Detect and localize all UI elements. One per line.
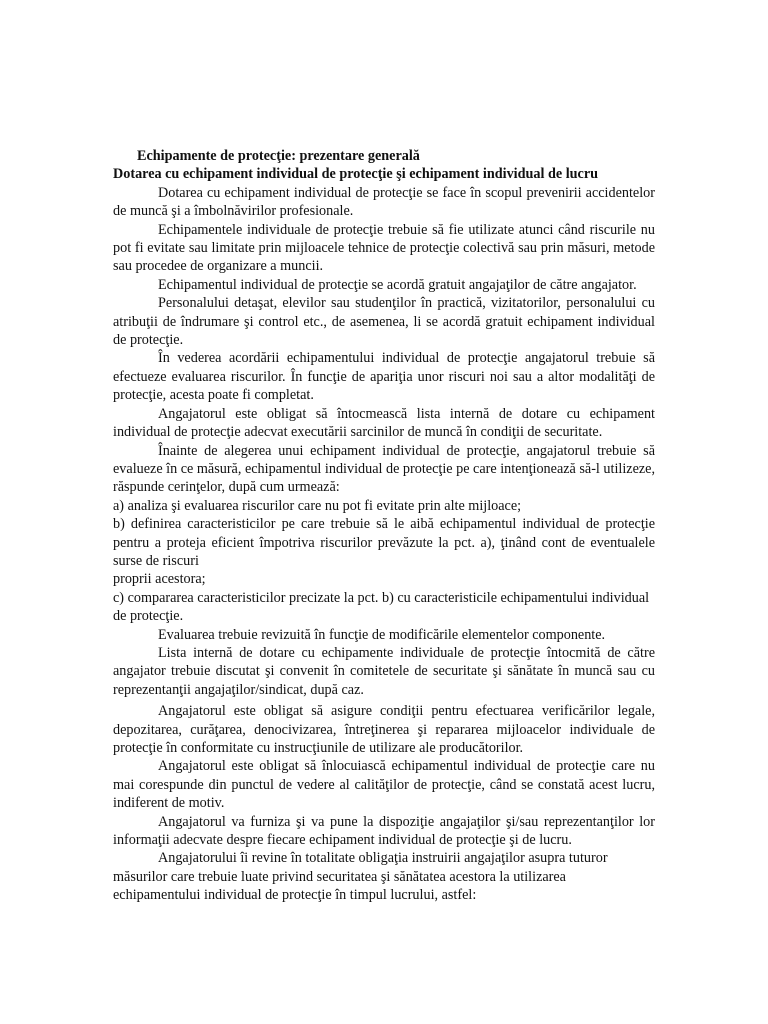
paragraph: Angajatorul este obligat să întocmească lista internă de dotare cu echipament individual de protecţie adecvat executării sarcinilor de muncă în condiţii de securitate. [113,405,655,441]
document-title: Echipamente de protecţie: prezentare generală [137,148,420,164]
paragraph: Echipamentul individual de protecţie se acordă gratuit angajaţilor de către angajator. [158,276,637,293]
paragraph: Înainte de alegerea unui echipament individual de protecţie, angajatorul trebuie să evalueze în ce măsură, echipamentul individual de protecţie pe care intenţionează să-l utilizeze, răspunde cerinţelor, după cum urmează: [113,442,656,496]
document-page [113,147,655,905]
paragraph: Angajatorul va furniza şi va pune la dispoziţie angajaţilor şi/sau reprezentanţilor lor informaţii adecvate despre fiecare echipament individual de protecţie şi de lucru. [113,813,655,849]
section-subtitle: Dotarea cu echipament individual de protecţie şi echipament individual de lucru [113,166,599,183]
paragraph: Angajatorul este obligat să asigure condiţii pentru efectuarea verificărilor legale, depozitarea, curăţarea, denocivizarea, întreţinerea şi repararea mijloacelor individuale de protecţie în conformitate cu instrucţiunile de utilizare ale producătorilor. [113,703,655,756]
list-item-a: a) analiza şi evaluarea riscurilor care nu pot fi evitate prin alte mijloace; [113,497,522,514]
paragraph: Evaluarea trebuie revizuită în funcţie de modificările elementelor componente. [158,626,606,643]
paragraph: În vederea acordării echipamentului individual de protecţie angajatorul trebuie să efectueze evaluarea riscurilor. În funcţie de apariţia unor riscuri noi sau a altor modalităţi de protecţie, acesta poate fi completat. [113,350,655,404]
list-item-c: c) compararea caracteristicilor precizate la pct. b) cu caracteristicile echipamentului individual de protecţie. [113,589,650,625]
paragraph: Lista internă de dotare cu echipamente individuale de protecţie întocmită de către angajator trebuie discutat şi convenit în comitetele de securitate şi sănătate în muncă sau cu reprezentanţii angajaţilor/sindicat, după caz. [113,644,655,698]
paragraph: Dotarea cu echipament individual de protecţie se face în scopul prevenirii accidentelor de muncă şi a îmbolnăvirilor profesionale. [113,184,655,220]
paragraph: Angajatorului îi revine în totalitate obligaţia instruirii angajaţilor asupra tuturor măsurilor care trebuie luate privind securitatea şi sănătatea acestora la utilizarea echipamentului individual de protecţie în timpul lucrului, astfel: [113,850,608,904]
paragraph: Personalului detaşat, elevilor sau studenţilor în practică, vizitatorilor, personalului cu atribuţii de îndrumare şi control etc., de asemenea, li se acordă gratuit echipament individual de protecţie. [113,295,655,349]
paragraph: Echipamentele individuale de protecţie trebuie să fie utilizate atunci când riscurile nu pot fi evitate sau limitate prin mijloacele tehnice de protecţie colectivă sau prin măsuri, metode sau procedee de organizare a muncii. [113,221,655,275]
paragraph: Angajatorul este obligat să înlocuiască echipamentul individual de protecţie care nu mai corespunde din punctul de vedere al calităţilor de protecţie, când se constată acest lucru, indiferent de motiv. [113,758,655,812]
list-item-b: b) definirea caracteristicilor pe care trebuie să le aibă echipamentul individual de protecţie pentru a proteja eficient împotriva riscurilor prevăzute la pct. a), ţinând cont de eventualele surse de riscuri [113,516,655,569]
list-item-b-continuation: proprii acestora; [113,571,206,588]
